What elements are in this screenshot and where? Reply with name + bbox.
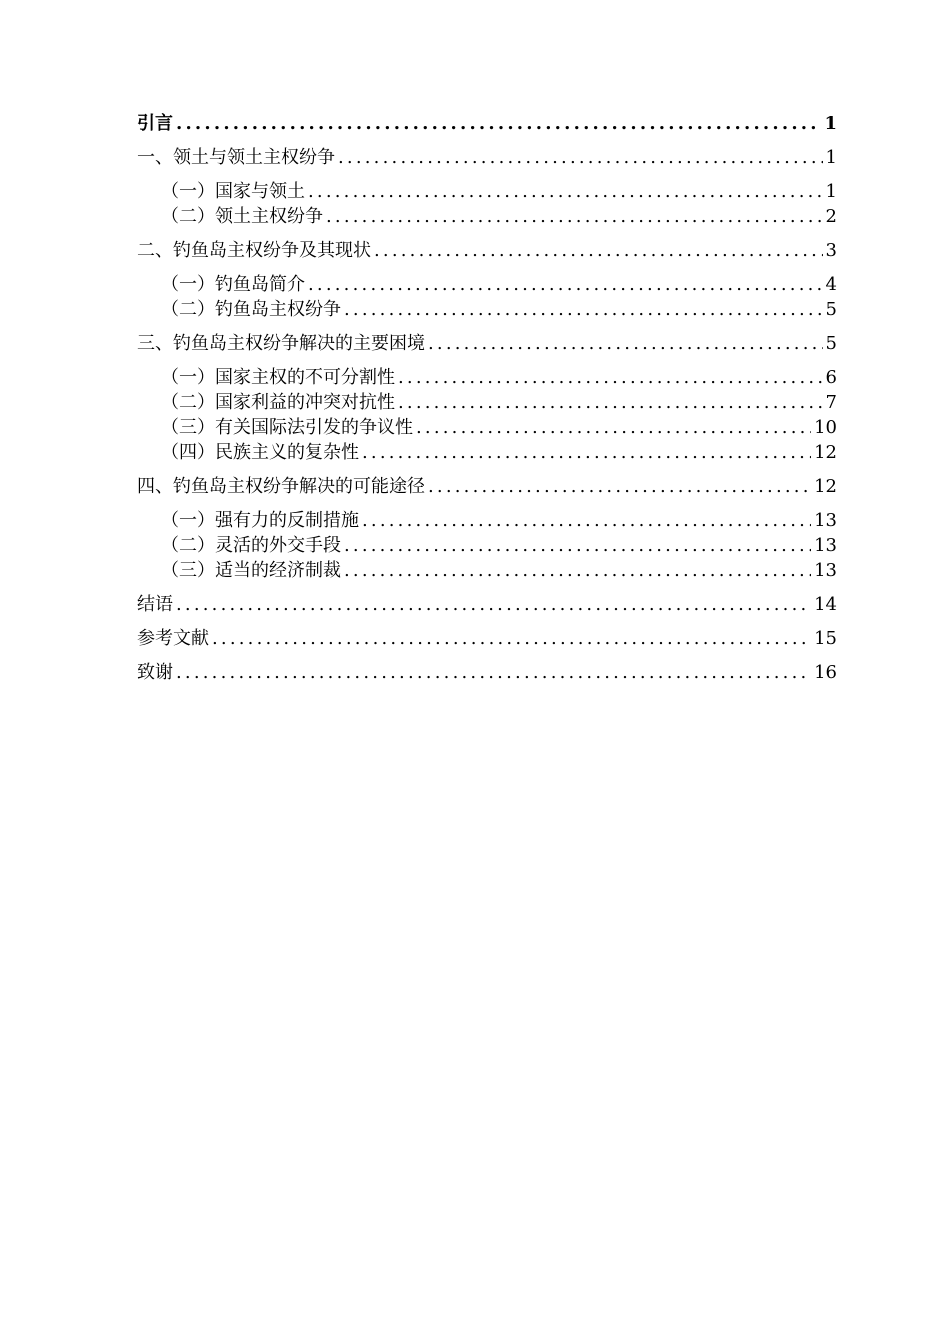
toc-entry-title: 四、钓鱼岛主权纷争解决的可能途径 — [137, 476, 425, 497]
toc-entry-title: （二）国家利益的冲突对抗性 — [161, 392, 395, 413]
toc-entry-chapter-3 — [137, 332, 837, 356]
toc-entry-page: 5 — [825, 299, 837, 320]
toc-entry-section-3-4 — [137, 441, 837, 465]
toc-dot-leader — [308, 273, 823, 297]
toc-entry-page: 14 — [814, 594, 837, 615]
toc-dot-leader — [176, 661, 811, 685]
toc-entry-page: 12 — [814, 442, 837, 463]
toc-entry-page: 1 — [825, 147, 837, 168]
toc-entry-page: 3 — [825, 240, 837, 261]
toc-entry-title: （一）强有力的反制措施 — [161, 510, 359, 531]
toc-entry-title: 致谢 — [137, 662, 173, 683]
toc-entry-conclusion — [137, 593, 837, 617]
toc-entry-page: 13 — [814, 510, 837, 531]
toc-entry-title: 一、领土与领土主权纷争 — [137, 147, 335, 168]
toc-entry-title: 参考文献 — [137, 628, 209, 649]
toc-dot-leader — [416, 416, 811, 440]
toc-entry-title: （三）有关国际法引发的争议性 — [161, 417, 413, 438]
toc-entry-section-4-3 — [137, 559, 837, 583]
toc-entry-intro — [137, 112, 837, 136]
toc-entry-page: 13 — [814, 535, 837, 556]
toc-dot-leader — [176, 112, 821, 136]
table-of-contents — [137, 112, 837, 685]
toc-dot-leader — [344, 298, 823, 322]
toc-entry-page: 13 — [814, 560, 837, 581]
toc-dot-leader — [176, 593, 811, 617]
toc-entry-section-3-2 — [137, 391, 837, 415]
toc-entry-page: 15 — [814, 628, 837, 649]
toc-entry-title: 二、钓鱼岛主权纷争及其现状 — [137, 240, 371, 261]
toc-dot-leader — [326, 205, 823, 229]
toc-entry-section-4-1 — [137, 509, 837, 533]
toc-entry-section-1-1 — [137, 180, 837, 204]
toc-entry-title: （一）国家主权的不可分割性 — [161, 367, 395, 388]
toc-entry-title: 引言 — [137, 113, 173, 134]
toc-entry-chapter-4 — [137, 475, 837, 499]
toc-entry-page: 7 — [825, 392, 837, 413]
toc-entry-section-3-1 — [137, 366, 837, 390]
toc-dot-leader — [398, 366, 823, 390]
toc-entry-section-3-3 — [137, 416, 837, 440]
toc-dot-leader — [398, 391, 823, 415]
toc-entry-page: 1 — [824, 113, 837, 134]
toc-entry-title: （二）钓鱼岛主权纷争 — [161, 299, 341, 320]
toc-entry-section-2-1 — [137, 273, 837, 297]
toc-dot-leader — [362, 441, 811, 465]
toc-dot-leader — [344, 534, 811, 558]
toc-entry-title: 三、钓鱼岛主权纷争解决的主要困境 — [137, 333, 425, 354]
toc-entry-page: 6 — [825, 367, 837, 388]
toc-dot-leader — [362, 509, 811, 533]
toc-dot-leader — [344, 559, 811, 583]
toc-dot-leader — [338, 146, 823, 170]
toc-entry-title: （二）灵活的外交手段 — [161, 535, 341, 556]
toc-entry-section-2-2 — [137, 298, 837, 322]
toc-entry-page: 10 — [814, 417, 837, 438]
toc-entry-page: 2 — [825, 206, 837, 227]
toc-dot-leader — [308, 180, 823, 204]
toc-entry-page: 1 — [825, 181, 837, 202]
toc-entry-acknowledgements — [137, 661, 837, 685]
toc-entry-page: 4 — [825, 274, 837, 295]
toc-entry-page: 12 — [814, 476, 837, 497]
toc-entry-page: 5 — [825, 333, 837, 354]
toc-entry-title: （一）国家与领土 — [161, 181, 305, 202]
toc-entry-page: 16 — [814, 662, 837, 683]
toc-entry-title: （四）民族主义的复杂性 — [161, 442, 359, 463]
toc-entry-title: （一）钓鱼岛简介 — [161, 274, 305, 295]
toc-dot-leader — [374, 239, 823, 263]
toc-entry-chapter-2 — [137, 239, 837, 263]
toc-dot-leader — [428, 332, 823, 356]
toc-dot-leader — [212, 627, 811, 651]
toc-entry-chapter-1 — [137, 146, 837, 170]
toc-entry-title: 结语 — [137, 594, 173, 615]
toc-dot-leader — [428, 475, 811, 499]
toc-entry-section-1-2 — [137, 205, 837, 229]
toc-entry-title: （二）领土主权纷争 — [161, 206, 323, 227]
toc-entry-title: （三）适当的经济制裁 — [161, 560, 341, 581]
toc-entry-references — [137, 627, 837, 651]
toc-entry-section-4-2 — [137, 534, 837, 558]
